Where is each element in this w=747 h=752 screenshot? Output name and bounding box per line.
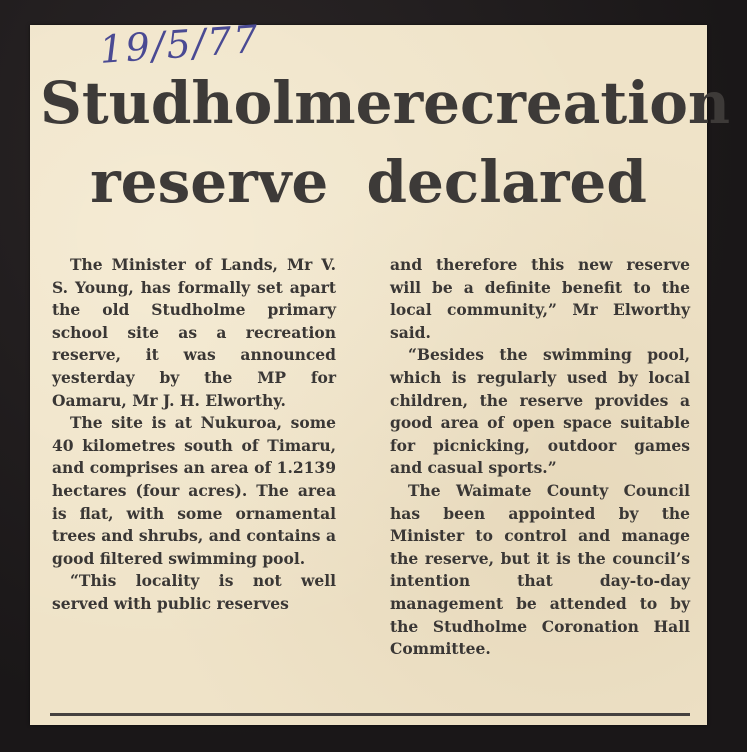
headline-line-2: reserve declared: [90, 148, 647, 216]
handwritten-date: 19/5/77: [98, 16, 262, 72]
article-column-right: [390, 254, 690, 661]
headline-word-studholme: Studholme: [40, 69, 393, 137]
article-paragraph: The Waimate County Council has been appointed by the Minister to control and manage the reserve, but it is the council’s intention that day-to-day management be attended to by the Studholme Coronation Hall Committee.: [390, 480, 690, 659]
bottom-rule: [50, 713, 690, 716]
headline-word-recreation: recreation: [392, 69, 731, 137]
article-paragraph: and therefore this new reserve will be a definite benefit to the local community,” Mr Elworthy said.: [390, 255, 690, 342]
article-column-left: [52, 254, 336, 616]
article-paragraph: The site is at Nukuroa, some 40 kilometres south of Timaru, and comprises an area of 1.2139 hectares (four acres). The area is flat, with some ornamental trees and shrubs, and contains a good filtered swimming pool.: [52, 413, 336, 568]
article-paragraph: “This locality is not well served with public reserves: [52, 571, 336, 613]
headline-line-1: [40, 69, 731, 137]
article-paragraph: “Besides the swimming pool, which is regularly used by local children, the reserve provides a good area of open space suitable for picnicking, outdoor games and casual sports.”: [390, 345, 690, 478]
article-paragraph: The Minister of Lands, Mr V. S. Young, has formally set apart the old Studholme primary school site as a recreation reserve, it was announced yesterday by the MP for Oamaru, Mr J. H. Elworthy.: [52, 255, 336, 410]
